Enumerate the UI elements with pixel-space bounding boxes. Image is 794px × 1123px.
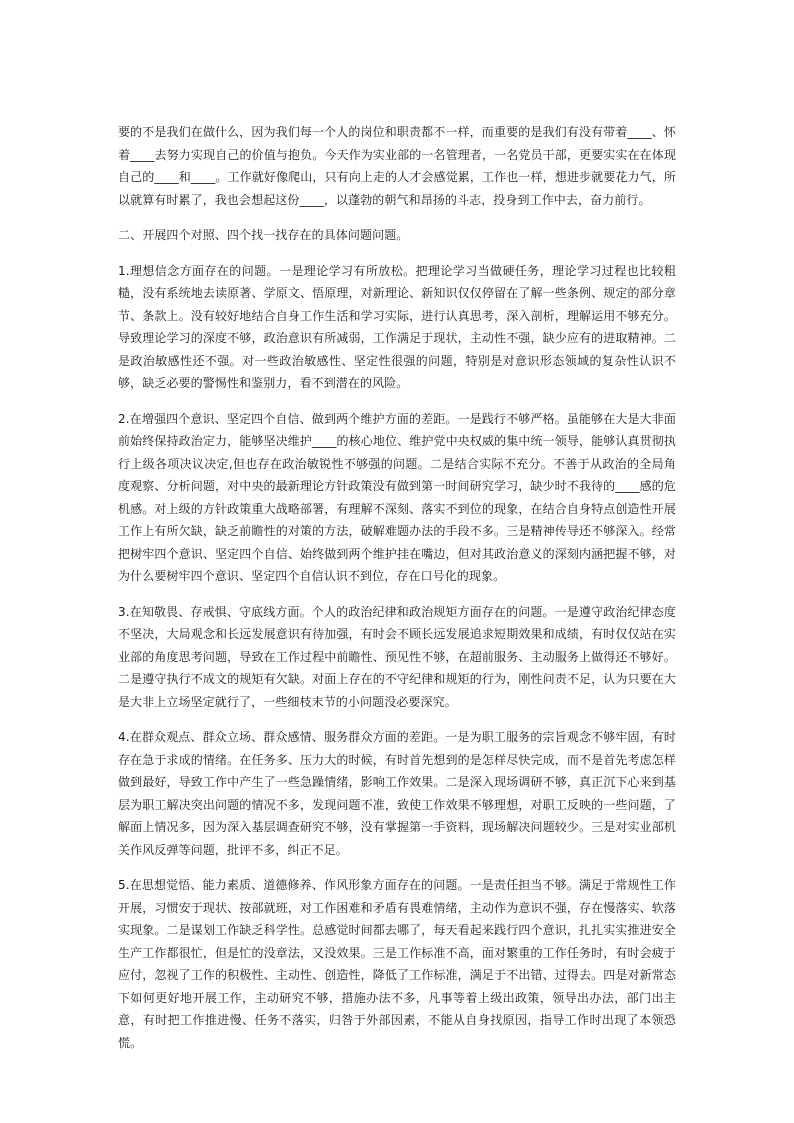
paragraph-spacer <box>118 861 676 874</box>
paragraph-spacer <box>118 588 676 601</box>
document-page <box>118 121 676 1054</box>
paragraph-spacer <box>118 713 676 726</box>
intro-paragraph: 要的不是我们在做什么，因为我们每一个人的岗位和职责都不一样，而重要的是我们有没有带着____、怀着____去努力实现自己的价值与抱负。今天作为实业部的一名管理者，一名党员干部，更要实实在在体现自己的____和____。工作就好像爬山，只有向上走的人才会感觉累，工作也一样，想进步就要花力气，所以就算有时累了，我也会想起这份____，以蓬勃的朝气和昂扬的斗志，投身到工作中去，奋力前行。 <box>118 125 676 207</box>
paragraph-spacer <box>118 211 676 224</box>
problem-paragraph-5: 5.在思想觉悟、能力素质、道德修养、作风形象方面存在的问题。一是责任担当不够。满足于常规性工作开展，习惯安于现状、按部就班，对工作困难和矛盾有畏难情绪，主动作为意识不强，存在慢落实、软落实现象。二是谋划工作缺乏科学性。总感觉时间都去哪了，每天看起来践行四个意识，扎扎实实推进安全生产工作都很忙，但是忙的没章法，又没效果。三是工作标准不高，面对繁重的工作任务时，有时会疲于应付，忽视了工作的积极性、主动性、创造性，降低了工作标准，满足于不出错、过得去。四是对新常态下如何更好地开展工作，主动研究不够，措施办法不多，凡事等着上级出政策，领导出办法，部门出主意，有时把工作推进慢、任务不落实，归咎于外部因素，不能从自身找原因，指导工作时出现了本领恐慌。 <box>118 878 676 1050</box>
problem-paragraph-3: 3.在知敬畏、存戒惧、守底线方面。个人的政治纪律和政治规矩方面存在的问题。一是遵守政治纪律态度不坚决，大局观念和长远发展意识有待加强，有时会不顾长远发展追求短期效果和成绩，有时仅仅站在实业部的角度思考问题，导致在工作过程中前瞻性、预见性不够，在超前服务、主动服务上做得还不够好。二是遵守执行不成文的规矩有欠缺。对面上存在的不守纪律和规矩的行为，刚性问责不足，认为只要在大是大非上立场坚定就行了，一些细枝末节的小问题没必要深究。 <box>118 604 676 709</box>
problem-paragraph-4: 4.在群众观点、群众立场、群众感情、服务群众方面的差距。一是为职工服务的宗旨观念不够牢固，有时存在急于求成的情绪。在任务多、压力大的时候，有时首先想到的是怎样尽快完成，而不是首先考虑怎样做到最好，导致工作中产生了一些急躁情绪，影响工作效果。二是深入现场调研不够，真正沉下心来到基层为职工解决突出问题的情况不多，发现问题不准，致使工作效果不够理想，对职工反映的一些问题，了解面上情况多，因为深入基层调查研究不够，没有掌握第一手资料，现场解决问题较少。三是对实业部机关作风反弹等问题，批评不多，纠正不足。 <box>118 730 676 857</box>
section-heading: 二、开展四个对照、四个找一找存在的具体问题问题。 <box>118 228 409 242</box>
paragraph-spacer <box>118 395 676 408</box>
problem-paragraph-1: 1.理想信念方面存在的问题。一是理论学习有所放松。把理论学习当做硬任务，理论学习过程也比较粗糙，没有系统地去读原著、学原文、悟原理，对新理论、新知识仅仅停留在了解一些条例、规定的部分章节、条款上。没有较好地结合自身工作生活和学习实际，进行认真思考，深入剖析，理解运用不够充分。导致理论学习的深度不够，政治意识有所减弱，工作满足于现状，主动性不强，缺少应有的进取精神。二是政治敏感性还不强。对一些政治敏感性、坚定性很强的问题，特别是对意识形态领域的复杂性认识不够，缺乏必要的警惕性和鉴别力，看不到潜在的风险。 <box>118 263 676 390</box>
problem-paragraph-2: 2.在增强四个意识、坚定四个自信、做到两个维护方面的差距。一是践行不够严格。虽能够在大是大非面前始终保持政治定力，能够坚决维护____的核心地位、维护党中央权威的集中统一领导，能够认真贯彻执行上级各项决议决定,但也存在政治敏锐性不够强的问题。二是结合实际不充分。不善于从政治的全局角度观察、分析问题，对中央的最新理论方针政策没有做到第一时间研究学习，缺少时不我待的____感的危机感。对上级的方针政策重大战略部署，有理解不深刻、落实不到位的现象，在结合自身特点创造性开展工作上有所欠缺，缺乏前瞻性的对策的方法，破解难题办法的手段不多。三是精神传导还不够深入。经常把树牢四个意识、坚定四个自信、始终做到两个维护挂在嘴边，但对其政治意义的深刻内涵把握不够，对为什么要树牢四个意识、坚定四个自信认识不到位，存在口号化的现象。 <box>118 411 676 583</box>
paragraph-spacer <box>118 247 676 260</box>
